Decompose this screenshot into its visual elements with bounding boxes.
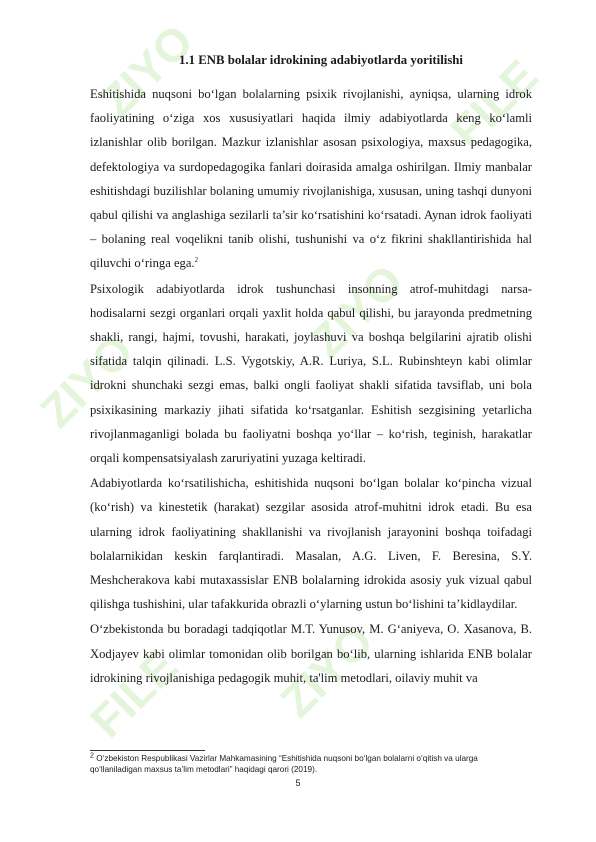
watermark-text: ZIYO xyxy=(90,14,203,128)
footnote-reference[interactable]: 2 xyxy=(194,256,199,265)
document-body xyxy=(90,52,532,691)
watermark-text: ZIYO xyxy=(270,614,383,728)
watermark-text: ZIYO xyxy=(300,254,413,368)
watermark-text: FILE xyxy=(80,639,188,748)
paragraph-text: Eshitishida nuqsoni bo‘lgan bolalarning psixik rivojlanishi, ayniqsa, ularning idrok faoliyatining o‘ziga xos xususiyatlari haqida ilmiy adabiyotlarda keng ko‘lamli izlanishlar olib borilgan. Mazkur izlanishlar asosan psixologiya, maxsus pedagogika, defektologiya va surdopedagogika fanlari doirasida amalga oshirilgan. Ilmiy manbalar eshitishdagi buzilishlar bolaning umumiy rivojlanishiga, xususan, uning tashqi dunyoni qabul qilishi va anglashiga sezilarli ta’sir ko‘rsatishini ko‘rsatadi. Aynan idrok faoliyati – bolaning real voqelikni tanib olishi, tushunishi va o‘z fikrini shakllantirishida hal qiluvchi o‘ringa ega. xyxy=(90,87,532,271)
paragraph xyxy=(90,82,532,276)
page-number: 5 xyxy=(295,778,301,788)
paragraph: O‘zbekistonda bu boradagi tadqiqotlar M.T. Yunusov, M. G‘aniyeva, O. Xasanova, B. Xodjayev kabi olimlar tomonidan olib borilgan bo‘lib, ularning ishlarida ENB bolalar idrokining rivojlanishiga pedagogik muhit, ta'lim metodlari, oilaviy muhit va xyxy=(90,622,532,685)
section-heading: 1.1 ENB bolalar idrokining adabiyotlarda yoritilishi xyxy=(179,53,463,67)
footnote-divider xyxy=(90,750,205,751)
footnote-marker: 2 xyxy=(90,752,94,760)
paragraph: Psixologik adabiyotlarda idrok tushunchasi insonning atrof-muhitdagi narsa-hodisalarni sezgi organlari orqali yaxlit holda qabul qilishi, bu jarayonda predmetning shakli, rangi, hajmi, tovushi, harakati, joylashuvi va boshqa belgilarini ajratib olishi sifatida talqin qilinadi. L.S. Vygotskiy, A.R. Luriya, S.L. Rubinshteyn kabi olimlar idrokni shunchaki sezgi emas, balki ongli faoliyat shakli sifatida tavsiflab, uni bola psixikasining markaziy jihati sifatida ko‘rsatganlar. Eshitish sezgisining yetarlicha rivojlanmaganligi bolada bu faoliyatni boshqa yo‘llar – ko‘rish, teginish, harakatlar orqali kompensatsiyalash zaruriyatini yuzaga keltiradi. xyxy=(90,281,532,466)
footnote xyxy=(90,753,532,775)
paragraph: Adabiyotlarda ko‘rsatilishicha, eshitishida nuqsoni bo‘lgan bolalar ko‘pincha vizual (ko‘rish) va kinestetik (harakat) sezgilar asosida atrof-muhitni idrok etadi. Bu esa ularning idrok faoliyatining shakllanishi va rivojlanish jarayonini boshqa toifadagi bolalarnikidan keskin farqlantiradi. Masalan, A.G. Liven, F. Beresina, S.Y. Meshcherakova kabi mutaxassislar ENB bolalarning idrokida asosiy yuk vizual qabul qilishga tushishini, ular tafakkurida obrazli o‘ylarning ustun bo‘lishini ta’kidlaydilar. xyxy=(90,476,532,612)
watermark-text: ZIYO xyxy=(30,324,143,438)
watermark-text: FILE xyxy=(440,49,548,158)
footnote-text: O‘zbekiston Respublikasi Vazirlar Mahkamasining “Eshitishida nuqsoni bo‘lgan bolalarni o‘qitish va ularga qo‘llaniladigan maxsus ta’lim metodlari” haqidagi qarori (2019). xyxy=(90,754,478,774)
